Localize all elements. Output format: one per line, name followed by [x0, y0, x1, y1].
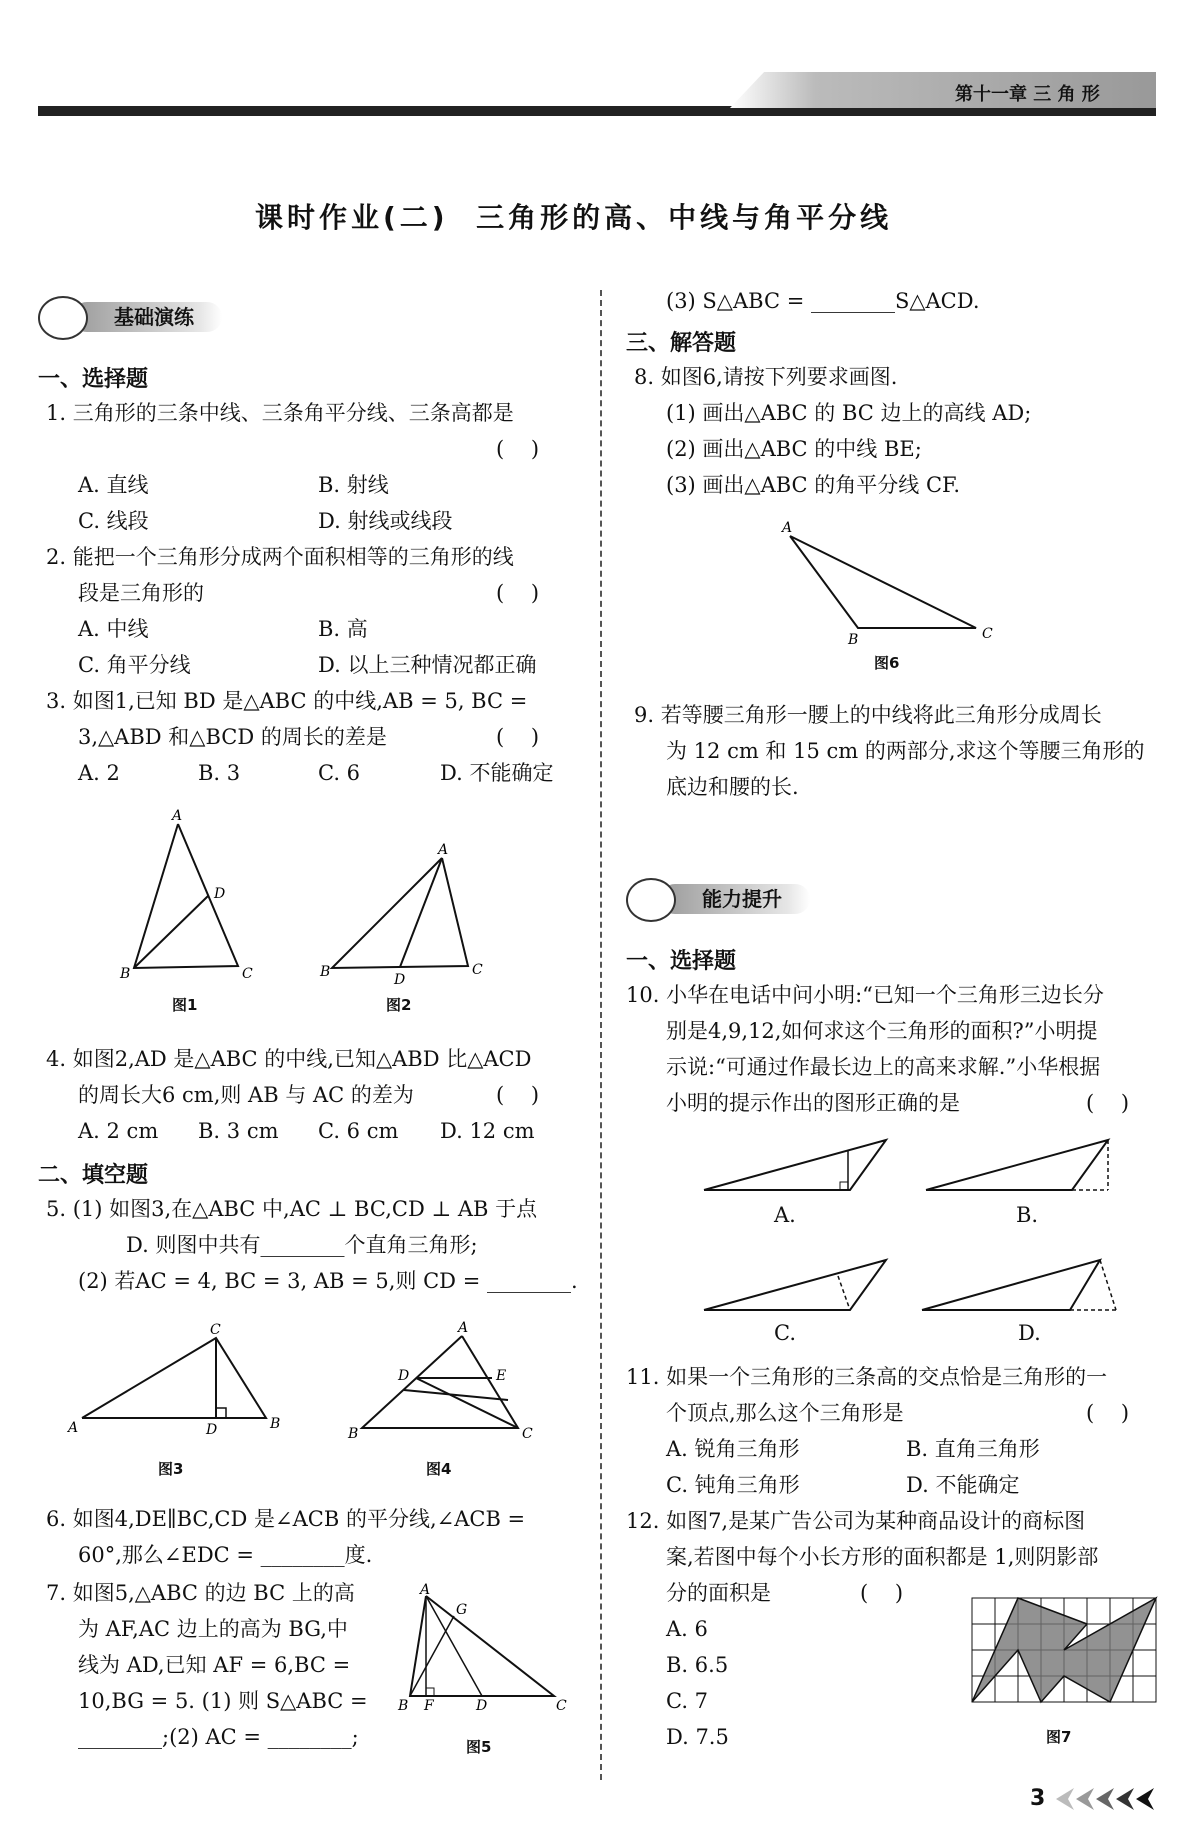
- q5-line1: 5. (1) 如图3,在△ABC 中,AC ⊥ BC,CD ⊥ AB 于点: [46, 1197, 538, 1221]
- page-number: 3: [1030, 1786, 1046, 1811]
- fig3-label-c: C: [210, 1322, 221, 1338]
- section-choice: 一、选择题: [38, 367, 149, 392]
- q8-line4: (3) 画出△ABC 的角平分线 CF.: [666, 473, 961, 497]
- section-answer: 三、解答题: [626, 331, 737, 356]
- q12-line2: 案,若图中每个小长方形的面积都是 1,则阴影部: [666, 1545, 1099, 1569]
- q8-line3: (2) 画出△ABC 的中线 BE;: [666, 437, 922, 461]
- fig4-label-a: A: [458, 1320, 469, 1336]
- q10b-triangle: [926, 1140, 1108, 1190]
- q7-line3: 线为 AD,已知 AF = 6,BC =: [78, 1653, 351, 1677]
- q7-line1: 7. 如图5,△ABC 的边 BC 上的高: [46, 1581, 355, 1605]
- fig2-label-b: B: [320, 964, 331, 980]
- fig4-label-b: B: [348, 1426, 359, 1442]
- page-arrows-icon: [1054, 1784, 1164, 1814]
- q10-option-b: B.: [1016, 1203, 1039, 1227]
- q10-figure-a: [700, 1136, 900, 1196]
- fig3-label-b: B: [270, 1416, 281, 1432]
- q11-paren: ( ): [1086, 1401, 1130, 1425]
- q2-line2: 段是三角形的: [78, 581, 204, 605]
- q12-option-c: C. 7: [666, 1689, 709, 1713]
- fig5-caption: 图5: [466, 1738, 492, 1756]
- figure-5: [396, 1582, 576, 1716]
- q8-line1: 8. 如图6,请按下列要求画图.: [634, 365, 898, 389]
- q10-option-d: D.: [1018, 1321, 1041, 1345]
- q8-line2: (1) 画出△ABC 的 BC 边上的高线 AD;: [666, 401, 1032, 425]
- q12-option-b: B. 6.5: [666, 1653, 729, 1677]
- fig4-caption: 图4: [426, 1460, 452, 1478]
- q10d-height: [1100, 1260, 1116, 1310]
- fig6-triangle: [790, 536, 976, 628]
- q6-line1: 6. 如图4,DE∥BC,CD 是∠ACB 的平分线,∠ACB =: [46, 1507, 526, 1531]
- chapter-title: 第十一章 三 角 形: [955, 84, 1100, 105]
- fig1-label-c: C: [242, 966, 253, 982]
- q3-paren: ( ): [496, 725, 540, 749]
- q9-line2: 为 12 cm 和 15 cm 的两部分,求这个等腰三角形的: [666, 739, 1145, 763]
- section-fill: 二、填空题: [38, 1163, 149, 1188]
- column-divider: [600, 290, 602, 1780]
- q11-line2: 个顶点,那么这个三角形是: [666, 1401, 904, 1425]
- fig2-label-d: D: [394, 972, 406, 988]
- q10-line1: 10. 小华在电话中问小明:“已知一个三角形三边长分: [626, 983, 1104, 1007]
- fig2-median-ad: [400, 858, 442, 967]
- q4-line1: 4. 如图2,AD 是△ABC 的中线,已知△ABD 比△ACD: [46, 1047, 532, 1071]
- q11-option-d: D. 不能确定: [906, 1473, 1020, 1497]
- q12-line1: 12. 如图7,是某广告公司为某种商品设计的商标图: [626, 1509, 1086, 1533]
- q10a-triangle: [704, 1140, 886, 1190]
- q11-option-b: B. 直角三角形: [906, 1437, 1040, 1461]
- fig2-caption: 图2: [386, 996, 412, 1014]
- q10a-right-angle: [840, 1182, 848, 1190]
- q4-option-b: B. 3 cm: [198, 1119, 279, 1143]
- q3-option-b: B. 3: [198, 761, 241, 785]
- q7-line2: 为 AF,AC 边上的高为 BG,中: [78, 1617, 348, 1641]
- book-icon: [38, 296, 88, 340]
- q4-line2: 的周长大6 cm,则 AB 与 AC 的差为: [78, 1083, 414, 1107]
- fig1-label-d: D: [214, 886, 226, 902]
- fig5-median-ad: [426, 1596, 482, 1696]
- q1-paren: ( ): [496, 437, 540, 461]
- figure-4: [346, 1322, 546, 1442]
- q10-option-a: A.: [774, 1203, 796, 1227]
- q4-option-c: C. 6 cm: [318, 1119, 399, 1143]
- q5-line2: D. 则图中共有________个直角三角形;: [126, 1233, 478, 1257]
- q1-option-a: A. 直线: [78, 473, 149, 497]
- fig5-label-d: D: [476, 1698, 488, 1714]
- q3-line2: 3,△ABD 和△BCD 的周长的差是: [78, 725, 387, 749]
- q1-option-b: B. 射线: [318, 473, 389, 497]
- q10-paren: ( ): [1086, 1091, 1130, 1115]
- badge-label: 能力提升: [660, 884, 810, 914]
- fig7-caption: 图7: [1046, 1728, 1072, 1746]
- q2-line1: 2. 能把一个三角形分成两个面积相等的三角形的线: [46, 545, 514, 569]
- fig6-label-a: A: [782, 520, 793, 536]
- q12-option-d: D. 7.5: [666, 1725, 729, 1749]
- fig2-label-c: C: [472, 962, 483, 978]
- q10-figure-b: [922, 1136, 1122, 1196]
- q10-figure-c: [700, 1256, 900, 1316]
- q1-option-d: D. 射线或线段: [318, 509, 453, 533]
- q11-option-a: A. 锐角三角形: [666, 1437, 800, 1461]
- fig4-label-c: C: [522, 1426, 533, 1442]
- q11-option-c: C. 钝角三角形: [666, 1473, 800, 1497]
- q7-line4: 10,BG = 5. (1) 则 S△ABC =: [78, 1689, 368, 1713]
- q12-paren: ( ): [860, 1581, 904, 1605]
- q1-stem: 1. 三角形的三条中线、三条角平分线、三条高都是: [46, 401, 514, 425]
- fig3-label-a: A: [68, 1420, 79, 1436]
- q10-figure-d: [918, 1256, 1118, 1316]
- q7-line5: ________;(2) AC = ________;: [78, 1725, 359, 1749]
- fig2-label-a: A: [438, 842, 449, 858]
- q10-option-c: C.: [774, 1321, 796, 1345]
- fig5-label-a: A: [420, 1582, 431, 1598]
- q3-option-d: D. 不能确定: [440, 761, 554, 785]
- section-choice-2: 一、选择题: [626, 949, 737, 974]
- fig4-label-e: E: [496, 1368, 507, 1384]
- fig3-right-angle: [216, 1408, 226, 1418]
- figure-2: [318, 842, 488, 988]
- q3-option-c: C. 6: [318, 761, 361, 785]
- fig3-caption: 图3: [158, 1460, 184, 1478]
- q2-option-a: A. 中线: [78, 617, 149, 641]
- q2-option-b: B. 高: [318, 617, 368, 641]
- q9-line3: 底边和腰的长.: [666, 775, 799, 799]
- page-title: 课时作业(二) 三角形的高、中线与角平分线: [255, 201, 893, 234]
- q4-paren: ( ): [496, 1083, 540, 1107]
- fig6-caption: 图6: [874, 654, 900, 672]
- q10-line2: 别是4,9,12,如何求这个三角形的面积?”小明提: [666, 1019, 1098, 1043]
- fig1-caption: 图1: [172, 996, 198, 1014]
- q10c-triangle: [704, 1260, 886, 1310]
- fig4-triangle: [362, 1336, 518, 1428]
- q10-line4: 小明的提示作出的图形正确的是: [666, 1091, 960, 1115]
- q2-option-d: D. 以上三种情况都正确: [318, 653, 537, 677]
- figure-3: [66, 1320, 296, 1440]
- q5-line3: (2) 若AC = 4, BC = 3, AB = 5,则 CD = ________.: [78, 1269, 578, 1293]
- fig6-label-b: B: [848, 632, 859, 648]
- fig4-label-d: D: [398, 1368, 410, 1384]
- q9-line1: 9. 若等腰三角形一腰上的中线将此三角形分成周长: [634, 703, 1102, 727]
- q4-option-a: A. 2 cm: [78, 1119, 159, 1143]
- fig5-label-b: B: [398, 1698, 409, 1714]
- q12-line3: 分的面积是: [666, 1581, 771, 1605]
- fig5-label-f: F: [424, 1698, 434, 1714]
- fig3-triangle: [82, 1338, 266, 1418]
- fig3-label-d: D: [206, 1422, 218, 1438]
- q7-part3: (3) S△ABC = ________S△ACD.: [666, 289, 980, 313]
- figure-7: [970, 1596, 1160, 1706]
- q3-line1: 3. 如图1,已知 BD 是△ABC 的中线,AB = 5, BC =: [46, 689, 528, 713]
- fig1-label-a: A: [172, 808, 183, 824]
- fig5-right-angle: [426, 1688, 434, 1696]
- figure-1: [110, 810, 270, 980]
- fig1-label-b: B: [120, 966, 131, 982]
- fig5-label-c: C: [556, 1698, 567, 1714]
- fig6-label-c: C: [982, 626, 993, 642]
- q3-option-a: A. 2: [78, 761, 120, 785]
- q10-line3: 示说:“可通过作最长边上的高来求解.”小华根据: [666, 1055, 1101, 1079]
- fig2-triangle: [332, 858, 468, 968]
- fig5-label-g: G: [456, 1602, 468, 1618]
- q10d-triangle: [922, 1260, 1100, 1310]
- q10c-height: [838, 1276, 850, 1310]
- q12-option-a: A. 6: [666, 1617, 708, 1641]
- q2-paren: ( ): [496, 581, 540, 605]
- book-icon: [626, 878, 676, 922]
- figure-6: [776, 516, 1016, 646]
- q11-line1: 11. 如果一个三角形的三条高的交点恰是三角形的一: [626, 1365, 1108, 1389]
- fig5-triangle: [410, 1596, 554, 1696]
- q4-option-d: D. 12 cm: [440, 1119, 535, 1143]
- q2-option-c: C. 角平分线: [78, 653, 191, 677]
- badge-label: 基础演练: [72, 302, 222, 332]
- q6-line2: 60°,那么∠EDC = ________度.: [78, 1543, 373, 1567]
- q1-option-c: C. 线段: [78, 509, 149, 533]
